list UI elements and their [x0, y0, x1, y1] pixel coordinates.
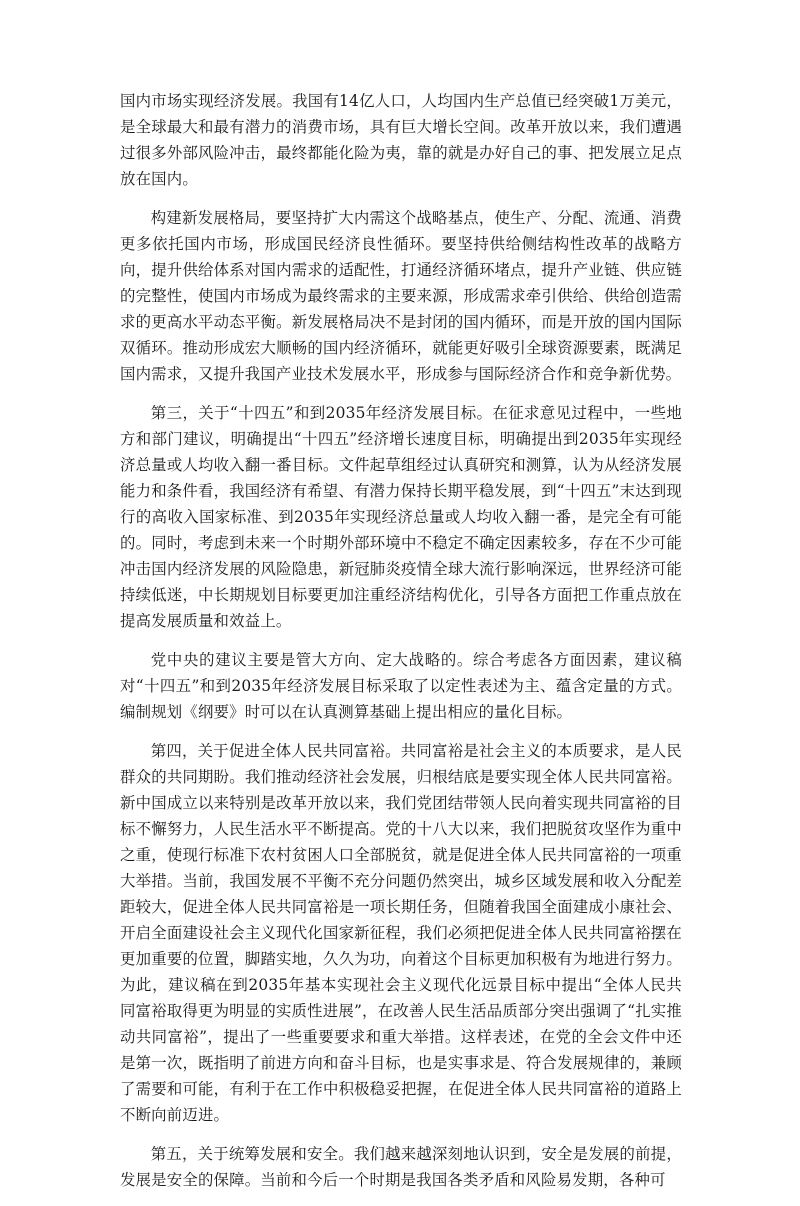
paragraph-third-2035-goals: 第三，关于“十四五”和到2035年经济发展目标。在征求意见过程中，一些地方和部门建议，明确提出“十四五”经济增长速度目标，明确提出到2035年实现经济总量或人均收入翻一番目标。文件起草组经过认真研究和测算，认为从经济发展能力和条件看，我国经济有希望、有潜力保持长期平稳发展，到“十四五”末达到现行的高收入国家标准、到2035年实现经济总量或人均收入翻一番，是完全有可能的。同时，考虑到未来一个时期外部环境中不稳定不确定因素较多，存在不少可能冲击国内经济发展的风险隐患，新冠肺炎疫情全球大流行影响深远，世界经济可能持续低迷，中长期规划目标要更加注重经济结构优化，引导各方面把工作重点放在提高发展质量和效益上。: [120, 404, 682, 630]
document-body: [120, 88, 682, 1206]
paragraph-domestic-market: 国内市场实现经济发展。我国有14亿人口，人均国内生产总值已经突破1万美元，是全球最大和最有潜力的消费市场，具有巨大增长空间。改革开放以来，我们遭遇过很多外部风险冲击，最终都能化险为夷，靠的就是办好自己的事、把发展立足点放在国内。: [120, 92, 682, 188]
paragraph-new-development-pattern: 构建新发展格局，要坚持扩大内需这个战略基点，使生产、分配、流通、消费更多依托国内市场，形成国民经济良性循环。要坚持供给侧结构性改革的战略方向，提升供给体系对国内需求的适配性，打通经济循环堵点，提升产业链、供应链的完整性，使国内市场成为最终需求的主要来源，形成需求牵引供给、供给创造需求的更高水平动态平衡。新发展格局决不是封闭的国内循环，而是开放的国内国际双循环。推动形成宏大顺畅的国内经济循环，就能更好吸引全球资源要素，既满足国内需求，又提升我国产业技术发展水平，形成参与国际经济合作和竞争新优势。: [120, 209, 682, 383]
paragraph-fourth-common-prosperity: 第四，关于促进全体人民共同富裕。共同富裕是社会主义的本质要求，是人民群众的共同期盼。我们推动经济社会发展，归根结底是要实现全体人民共同富裕。新中国成立以来特别是改革开放以来，我们党团结带领人民向着实现共同富裕的目标不懈努力，人民生活水平不断提高。党的十八大以来，我们把脱贫攻坚作为重中之重，使现行标准下农村贫困人口全部脱贫，就是促进全体人民共同富裕的一项重大举措。当前，我国发展不平衡不充分问题仍然突出，城乡区域发展和收入分配差距较大，促进全体人民共同富裕是一项长期任务，但随着我国全面建成小康社会、开启全面建设社会主义现代化国家新征程，我们必须把促进全体人民共同富裕摆在更加重要的位置，脚踏实地，久久为功，向着这个目标更加积极有为地进行努力。为此，建议稿在到2035年基本实现社会主义现代化远景目标中提出“全体人民共同富裕取得更为明显的实质性进展”，在改善人民生活品质部分突出强调了“扎实推动共同富裕”，提出了一些重要要求和重大举措。这样表述，在党的全会文件中还是第一次，既指明了前进方向和奋斗目标，也是实事求是、符合发展规律的，兼顾了需要和可能，有利于在工作中积极稳妥把握，在促进全体人民共同富裕的道路上不断向前迈进。: [120, 742, 682, 1124]
paragraph-fifth-development-security: 第五，关于统筹发展和安全。我们越来越深刻地认识到，安全是发展的前提，发展是安全的保障。当前和今后一个时期是我国各类矛盾和风险易发期，各种可: [120, 1145, 682, 1189]
paragraph-central-committee-proposal: 党中央的建议主要是管大方向、定大战略的。综合考虑各方面因素，建议稿对“十四五”和到2035年经济发展目标采取了以定性表述为主、蕴含定量的方式。编制规划《纲要》时可以在认真测算基础上提出相应的量化目标。: [120, 651, 682, 721]
